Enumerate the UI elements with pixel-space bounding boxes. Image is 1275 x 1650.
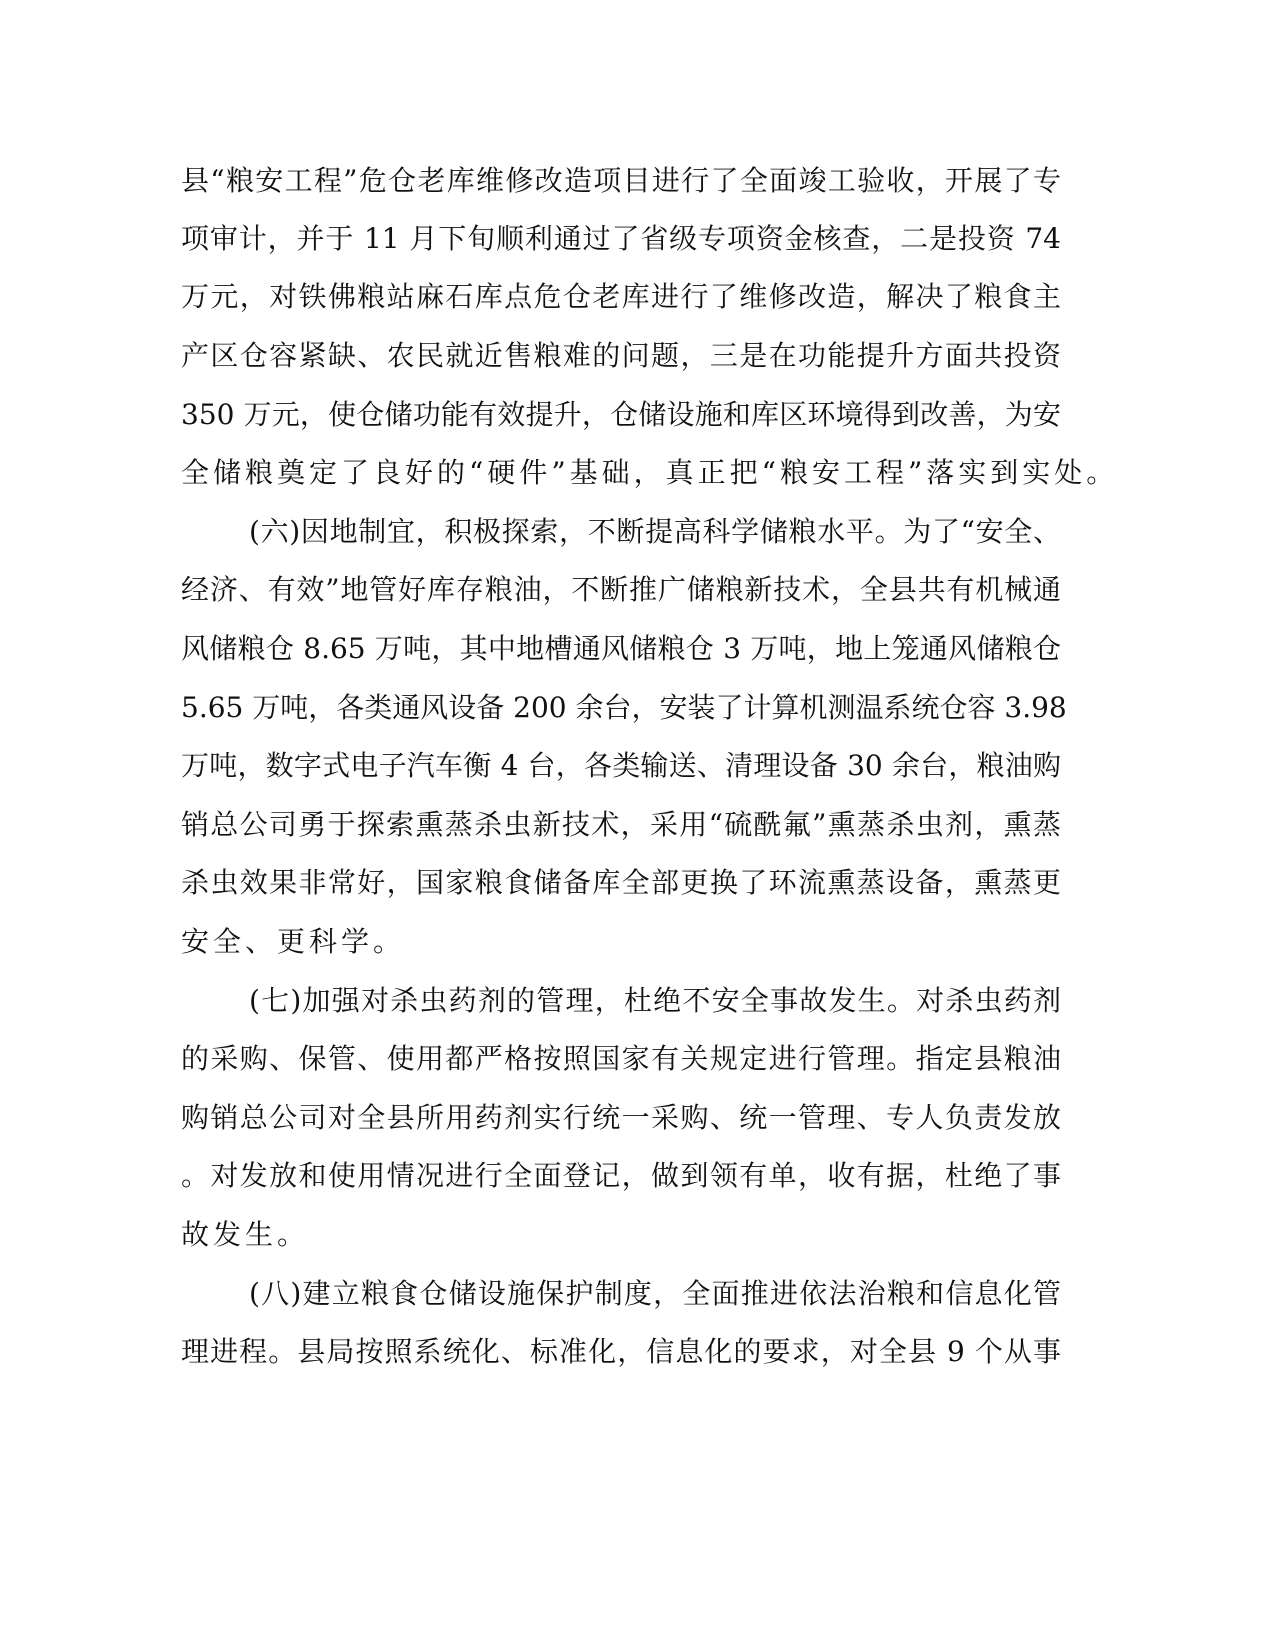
text-line: 万元，对铁佛粮站麻石库点危仓老库进行了维修改造，解决了粮食主 — [181, 280, 1061, 313]
text-line: 故发生。 — [181, 1218, 310, 1251]
paragraph-heading-8: (八)建立粮食仓储设施保护制度，全面推进依法治粮和信息化管 — [249, 1277, 1061, 1310]
text-line: 5.65 万吨，各类通风设备 200 余台，安装了计算机测温系统仓容 3.98 — [181, 691, 1067, 724]
text-line: 万吨，数字式电子汽车衡 4 台，各类输送、清理设备 30 余台，粮油购 — [181, 749, 1061, 782]
text-line: 产区仓容紧缺、农民就近售粮难的问题，三是在功能提升方面共投资 — [181, 339, 1061, 372]
text-line: 安全、更科学。 — [181, 925, 406, 958]
paragraph-heading-6: (六)因地制宜，积极探索，不断提高科学储粮水平。为了“安全、 — [249, 515, 1061, 548]
text-line: 县“粮安工程”危仓老库维修改造项目进行了全面竣工验收，开展了专 — [181, 164, 1061, 197]
text-line: 杀虫效果非常好，国家粮食储备库全部更换了环流熏蒸设备，熏蒸更 — [181, 866, 1061, 899]
text-line: 销总公司勇于探索熏蒸杀虫新技术，采用“硫酰氟”熏蒸杀虫剂，熏蒸 — [181, 808, 1061, 841]
text-line: 理进程。县局按照系统化、标准化，信息化的要求，对全县 9 个从事 — [181, 1335, 1061, 1368]
text-line: 。对发放和使用情况进行全面登记，做到领有单，收有据，杜绝了事 — [181, 1159, 1061, 1192]
text-line: 风储粮仓 8.65 万吨，其中地槽通风储粮仓 3 万吨，地上笼通风储粮仓 — [181, 632, 1061, 665]
text-line: 购销总公司对全县所用药剂实行统一采购、统一管理、专人负责发放 — [181, 1101, 1061, 1134]
text-line: 经济、有效”地管好库存粮油，不断推广储粮新技术，全县共有机械通 — [181, 573, 1061, 606]
text-line: 的采购、保管、使用都严格按照国家有关规定进行管理。指定县粮油 — [181, 1042, 1061, 1075]
paragraph-heading-7: (七)加强对杀虫药剂的管理，杜绝不安全事故发生。对杀虫药剂 — [249, 984, 1061, 1017]
text-line: 全储粮奠定了良好的“硬件”基础，真正把“粮安工程”落实到实处。 — [181, 456, 1119, 489]
text-line: 项审计，并于 11 月下旬顺利通过了省级专项资金核查，二是投资 74 — [181, 222, 1061, 255]
text-line: 350 万元，使仓储功能有效提升，仓储设施和库区环境得到改善，为安 — [181, 398, 1061, 431]
